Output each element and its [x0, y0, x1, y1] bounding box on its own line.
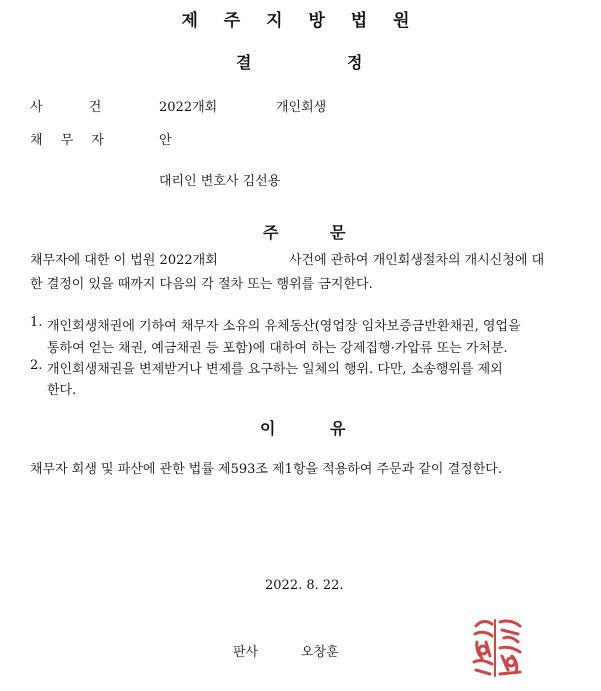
doc-type-left: 결 — [236, 53, 252, 72]
order-item-1-number: 1. — [30, 315, 43, 330]
order-intro-line1-a: 채무자에 대한 이 법원 2022개회 — [30, 253, 218, 268]
case-label: 사 건 — [30, 100, 102, 115]
order-item-1-line1: 개인회생채권에 기하여 채무자 소유의 유체동산(영업장 임차보증금반환채권, 영업을 — [47, 319, 521, 334]
doc-type-right: 정 — [347, 53, 363, 72]
reason-heading-right: 유 — [330, 419, 346, 438]
case-name: 개인회생 — [276, 100, 327, 115]
decision-date: 2022. 8. 22. — [265, 578, 344, 593]
judge-seal-icon — [462, 612, 532, 682]
order-item-2-number: 2. — [30, 358, 43, 373]
order-item-2-line2: 한다. — [47, 383, 77, 398]
order-item-2-line1: 개인회생채권을 변제받거나 변제를 요구하는 일체의 행위. 다만, 소송행위를 제외 — [47, 362, 503, 377]
judge-name: 오창훈 — [301, 645, 339, 660]
debtor-label: 채 무 자 — [30, 133, 104, 148]
debtor-agent: 대리인 변호사 김선용 — [159, 174, 281, 189]
debtor-name: 안 — [159, 133, 172, 148]
order-item-1-line2: 통하여 얻는 채권, 예금채권 등 포함)에 대하여 하는 강제집행·가압류 또는 가처분. — [47, 341, 508, 356]
court-name: 제 주 지 방 법 원 — [181, 11, 420, 31]
order-heading-right: 문 — [330, 223, 346, 242]
order-heading-left: 주 — [263, 223, 279, 242]
case-number: 2022개회 — [159, 100, 218, 115]
reason-heading-left: 이 — [260, 419, 276, 438]
reason-text: 채무자 회생 및 파산에 관한 법률 제593조 제1항을 적용하여 주문과 같이 결정한다. — [30, 462, 502, 477]
order-intro-line1-b: 사건에 관하여 개인회생절차의 개시신청에 대 — [289, 253, 545, 268]
judge-label: 판사 — [233, 645, 259, 660]
order-intro-line2: 한 결정이 있을 때까지 다음의 각 절차 또는 행위를 금지한다. — [30, 277, 373, 292]
